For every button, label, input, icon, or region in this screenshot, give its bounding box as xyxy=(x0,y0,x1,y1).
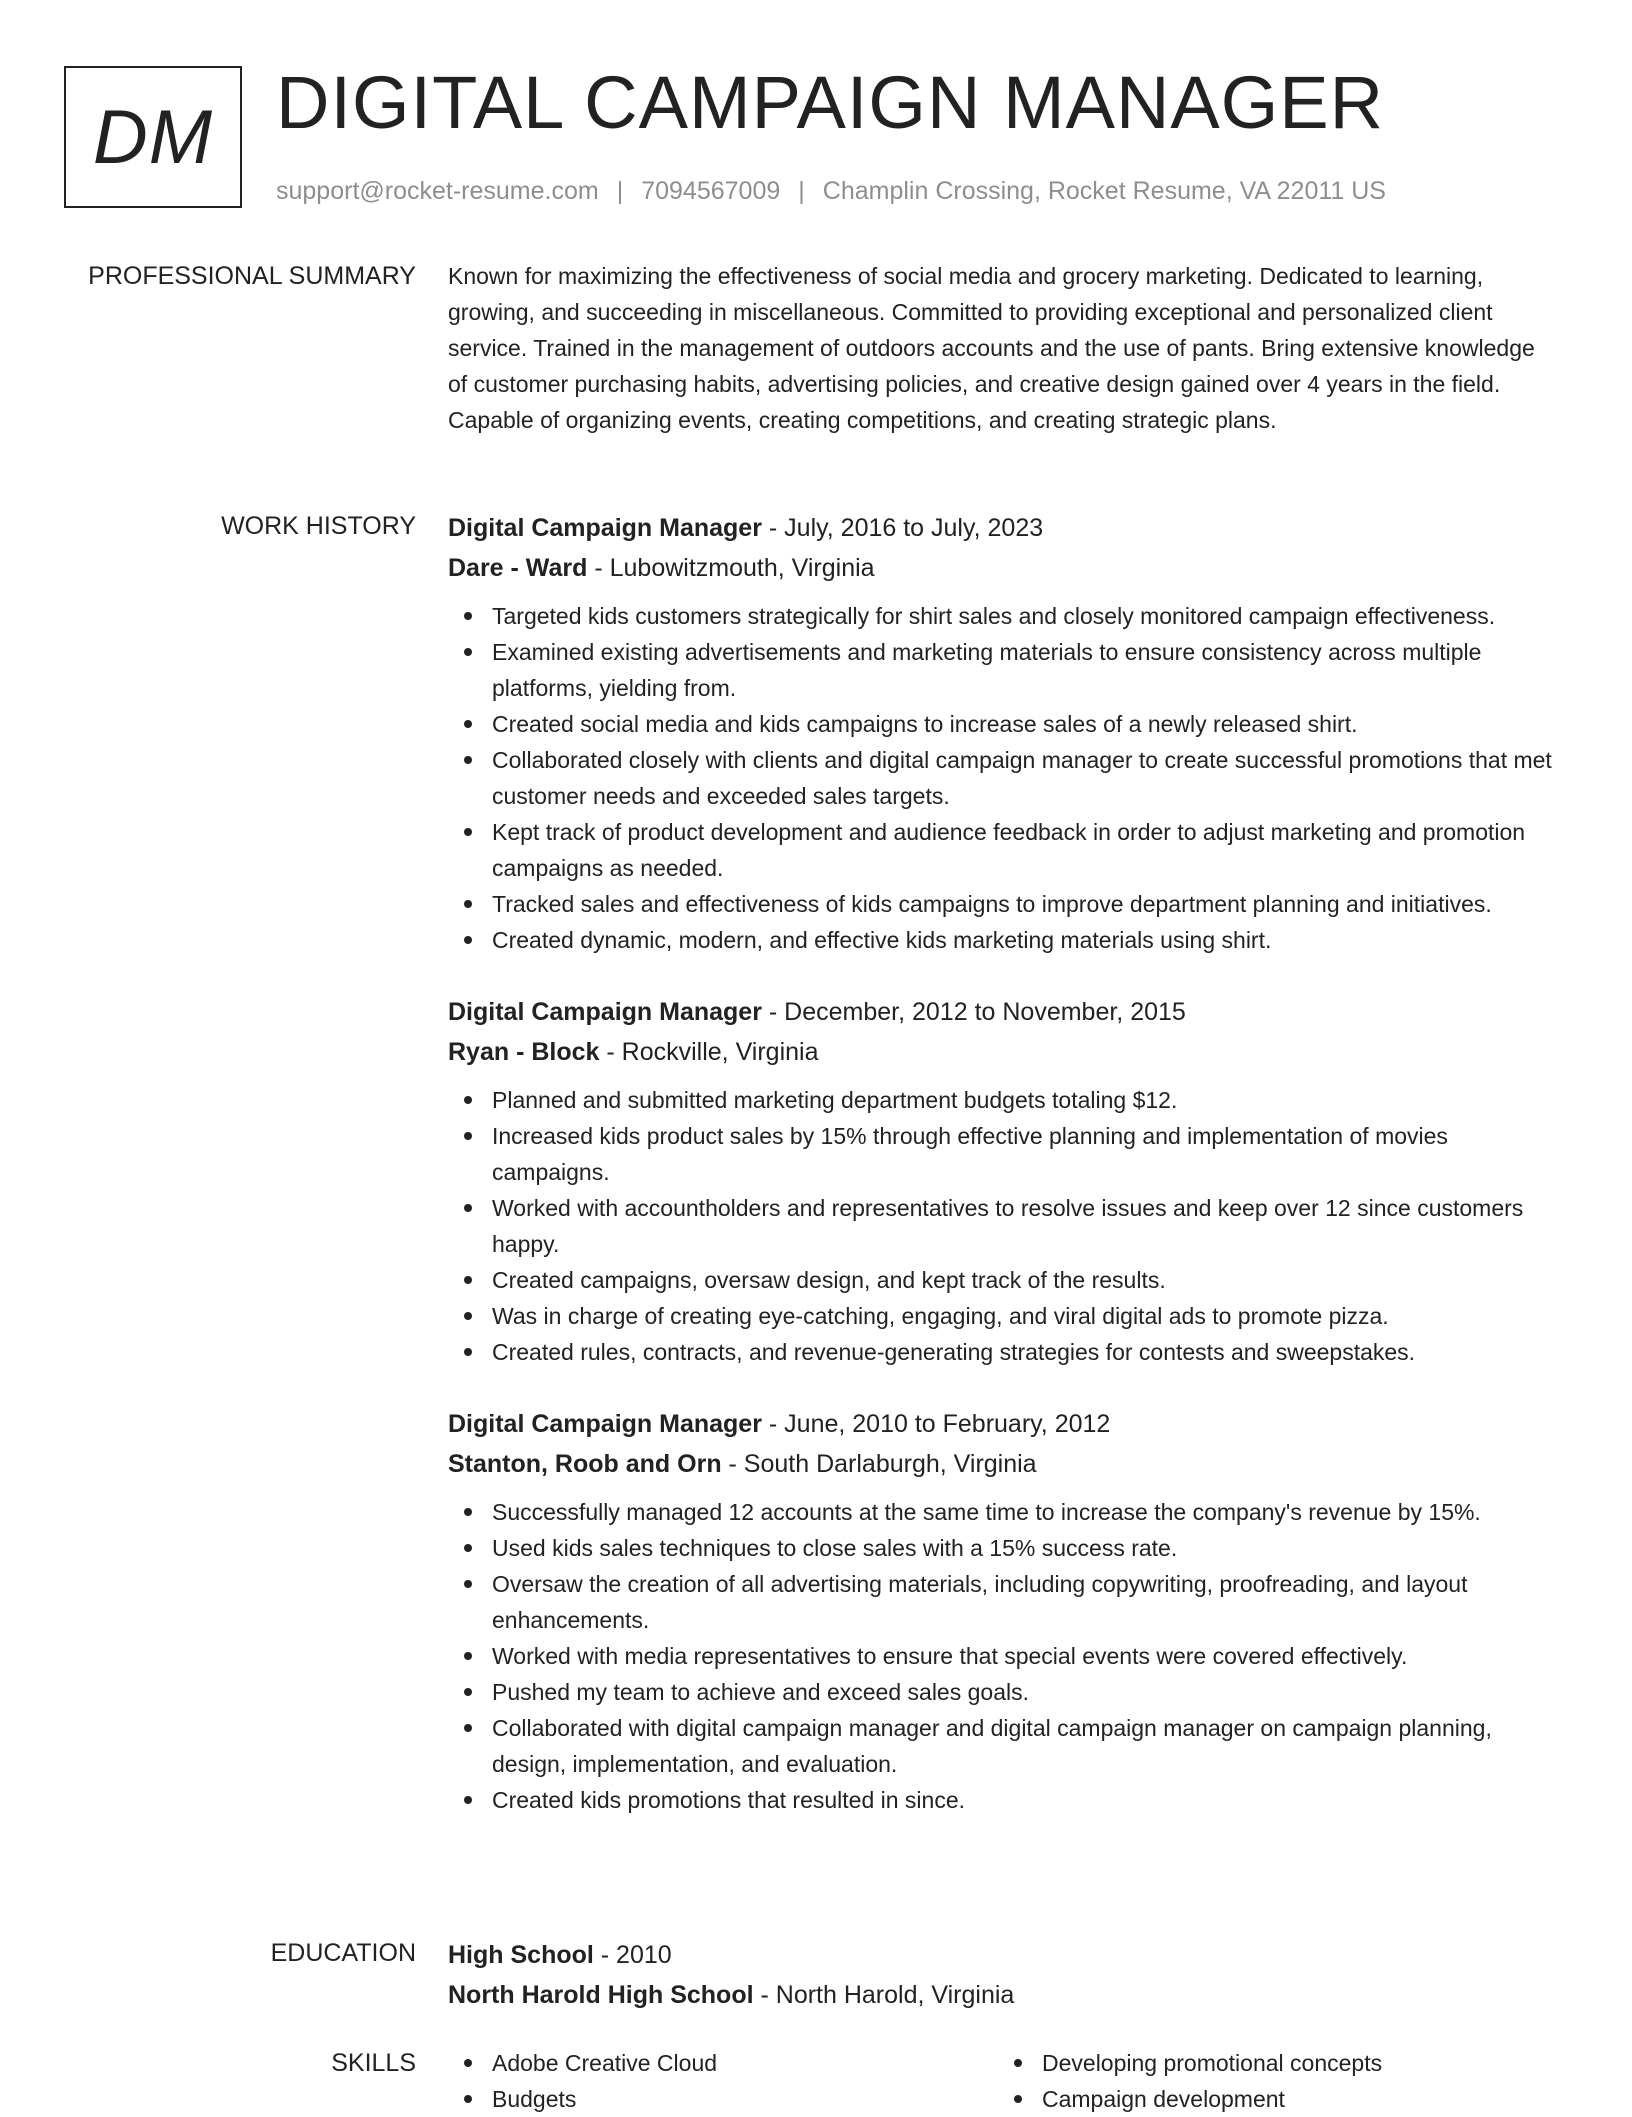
work-body xyxy=(448,508,1560,1852)
education-degree-line xyxy=(448,1935,1560,1975)
list-item: Planned and submitted marketing department budgets totaling $12. xyxy=(492,1082,1560,1118)
job-company-line xyxy=(448,1032,1560,1072)
job-role: Digital Campaign Manager xyxy=(448,1410,762,1438)
list-item: Was in charge of creating eye-catching, engaging, and viral digital ads to promote pizza. xyxy=(492,1298,1560,1334)
skills-column-left xyxy=(448,2045,998,2117)
job-role: Digital Campaign Manager xyxy=(448,514,762,542)
list-item: Campaign development xyxy=(1042,2081,1548,2117)
section-title-skills: SKILLS xyxy=(331,2049,416,2077)
list-item: Created dynamic, modern, and effective kids marketing materials using shirt. xyxy=(492,922,1560,958)
list-item: Created campaigns, oversaw design, and kept track of the results. xyxy=(492,1262,1560,1298)
summary-body xyxy=(448,258,1560,438)
education-location: - North Harold, Virginia xyxy=(753,1981,1015,2009)
list-item: Examined existing advertisements and marketing materials to ensure consistency across multiple platforms, yielding from. xyxy=(492,634,1560,706)
list-item: Oversaw the creation of all advertising materials, including copywriting, proofreading, and layout enhancements. xyxy=(492,1566,1560,1638)
job-title-line xyxy=(448,508,1560,548)
job-bullets xyxy=(448,598,1560,958)
monogram-box: DM xyxy=(64,66,242,208)
list-item: Created rules, contracts, and revenue-generating strategies for contests and sweepstakes. xyxy=(492,1334,1560,1370)
resume-name: DIGITAL CAMPAIGN MANAGER xyxy=(276,61,1385,144)
section-title-work: WORK HISTORY xyxy=(221,512,416,540)
skills-list xyxy=(448,2045,998,2117)
education-school: North Harold High School xyxy=(448,1981,754,2009)
job-company: Dare - Ward xyxy=(448,554,588,582)
job-dates: - December, 2012 to November, 2015 xyxy=(761,998,1186,1026)
list-item: Targeted kids customers strategically for shirt sales and closely monitored campaign effectiveness. xyxy=(492,598,1560,634)
job-dates: - June, 2010 to February, 2012 xyxy=(761,1410,1111,1438)
job-location: - Rockville, Virginia xyxy=(599,1038,819,1066)
list-item: Collaborated with digital campaign manager and digital campaign manager on campaign planning, design, implementation, and evaluation. xyxy=(492,1710,1560,1782)
contact-email[interactable]: support@rocket-resume.com xyxy=(276,177,599,205)
job-title-line xyxy=(448,992,1560,1032)
contact-separator: | xyxy=(798,177,805,205)
list-item: Successfully managed 12 accounts at the same time to increase the company's revenue by 15%. xyxy=(492,1494,1560,1530)
job-location: - South Darlaburgh, Virginia xyxy=(721,1450,1037,1478)
list-item: Budgets xyxy=(492,2081,998,2117)
list-item: Created kids promotions that resulted in since. xyxy=(492,1782,1560,1818)
list-item: Tracked sales and effectiveness of kids campaigns to improve department planning and initiatives. xyxy=(492,886,1560,922)
job-title-line xyxy=(448,1404,1560,1444)
list-item: Adobe Creative Cloud xyxy=(492,2045,998,2081)
education-year: - 2010 xyxy=(593,1941,672,1969)
job-bullets xyxy=(448,1082,1560,1370)
list-item: Created social media and kids campaigns to increase sales of a newly released shirt. xyxy=(492,706,1560,742)
job-entry xyxy=(448,1404,1560,1818)
job-entry xyxy=(448,992,1560,1370)
skills-grid xyxy=(448,2045,1560,2117)
list-item: Developing promotional concepts xyxy=(1042,2045,1548,2081)
contact-line xyxy=(276,174,1386,208)
skills-column-right xyxy=(998,2045,1548,2117)
list-item: Worked with media representatives to ensure that special events were covered effectively. xyxy=(492,1638,1560,1674)
summary-text: Known for maximizing the effectiveness of social media and grocery marketing. Dedicated to learning, growing, and succeeding in miscellaneous. Committed to providing exceptional and personalized client service. Trained in the management of outdoors accounts and the use of pants. Bring extensive knowledge of customer purchasing habits, advertising policies, and creative design gained over 4 years in the field. Capable of organizing events, creating competitions, and creating strategic plans. xyxy=(448,263,1535,433)
job-role: Digital Campaign Manager xyxy=(448,998,762,1026)
job-location: - Lubowitzmouth, Virginia xyxy=(587,554,875,582)
list-item: Worked with accountholders and representatives to resolve issues and keep over 12 since customers happy. xyxy=(492,1190,1560,1262)
education-degree: High School xyxy=(448,1941,594,1969)
list-item: Pushed my team to achieve and exceed sales goals. xyxy=(492,1674,1560,1710)
contact-phone[interactable]: 7094567009 xyxy=(641,177,781,205)
skills-list xyxy=(998,2045,1548,2117)
job-entry xyxy=(448,508,1560,958)
list-item: Increased kids product sales by 15% through effective planning and implementation of movies campaigns. xyxy=(492,1118,1560,1190)
section-title-summary: PROFESSIONAL SUMMARY xyxy=(88,262,416,290)
education-school-line xyxy=(448,1975,1560,2015)
education-body xyxy=(448,1935,1560,2015)
job-company: Stanton, Roob and Orn xyxy=(448,1450,722,1478)
list-item: Collaborated closely with clients and digital campaign manager to create successful promotions that met customer needs and exceeded sales targets. xyxy=(492,742,1560,814)
skills-body xyxy=(448,2045,1560,2117)
section-title-education: EDUCATION xyxy=(270,1939,416,1967)
list-item: Used kids sales techniques to close sales with a 15% success rate. xyxy=(492,1530,1560,1566)
job-bullets xyxy=(448,1494,1560,1818)
list-item: Kept track of product development and audience feedback in order to adjust marketing and promotion campaigns as needed. xyxy=(492,814,1560,886)
job-company-line xyxy=(448,548,1560,588)
job-company-line xyxy=(448,1444,1560,1484)
contact-address: Champlin Crossing, Rocket Resume, VA 22011 US xyxy=(822,177,1386,205)
job-dates: - July, 2016 to July, 2023 xyxy=(761,514,1044,542)
job-company: Ryan - Block xyxy=(448,1038,600,1066)
contact-separator: | xyxy=(616,177,624,205)
